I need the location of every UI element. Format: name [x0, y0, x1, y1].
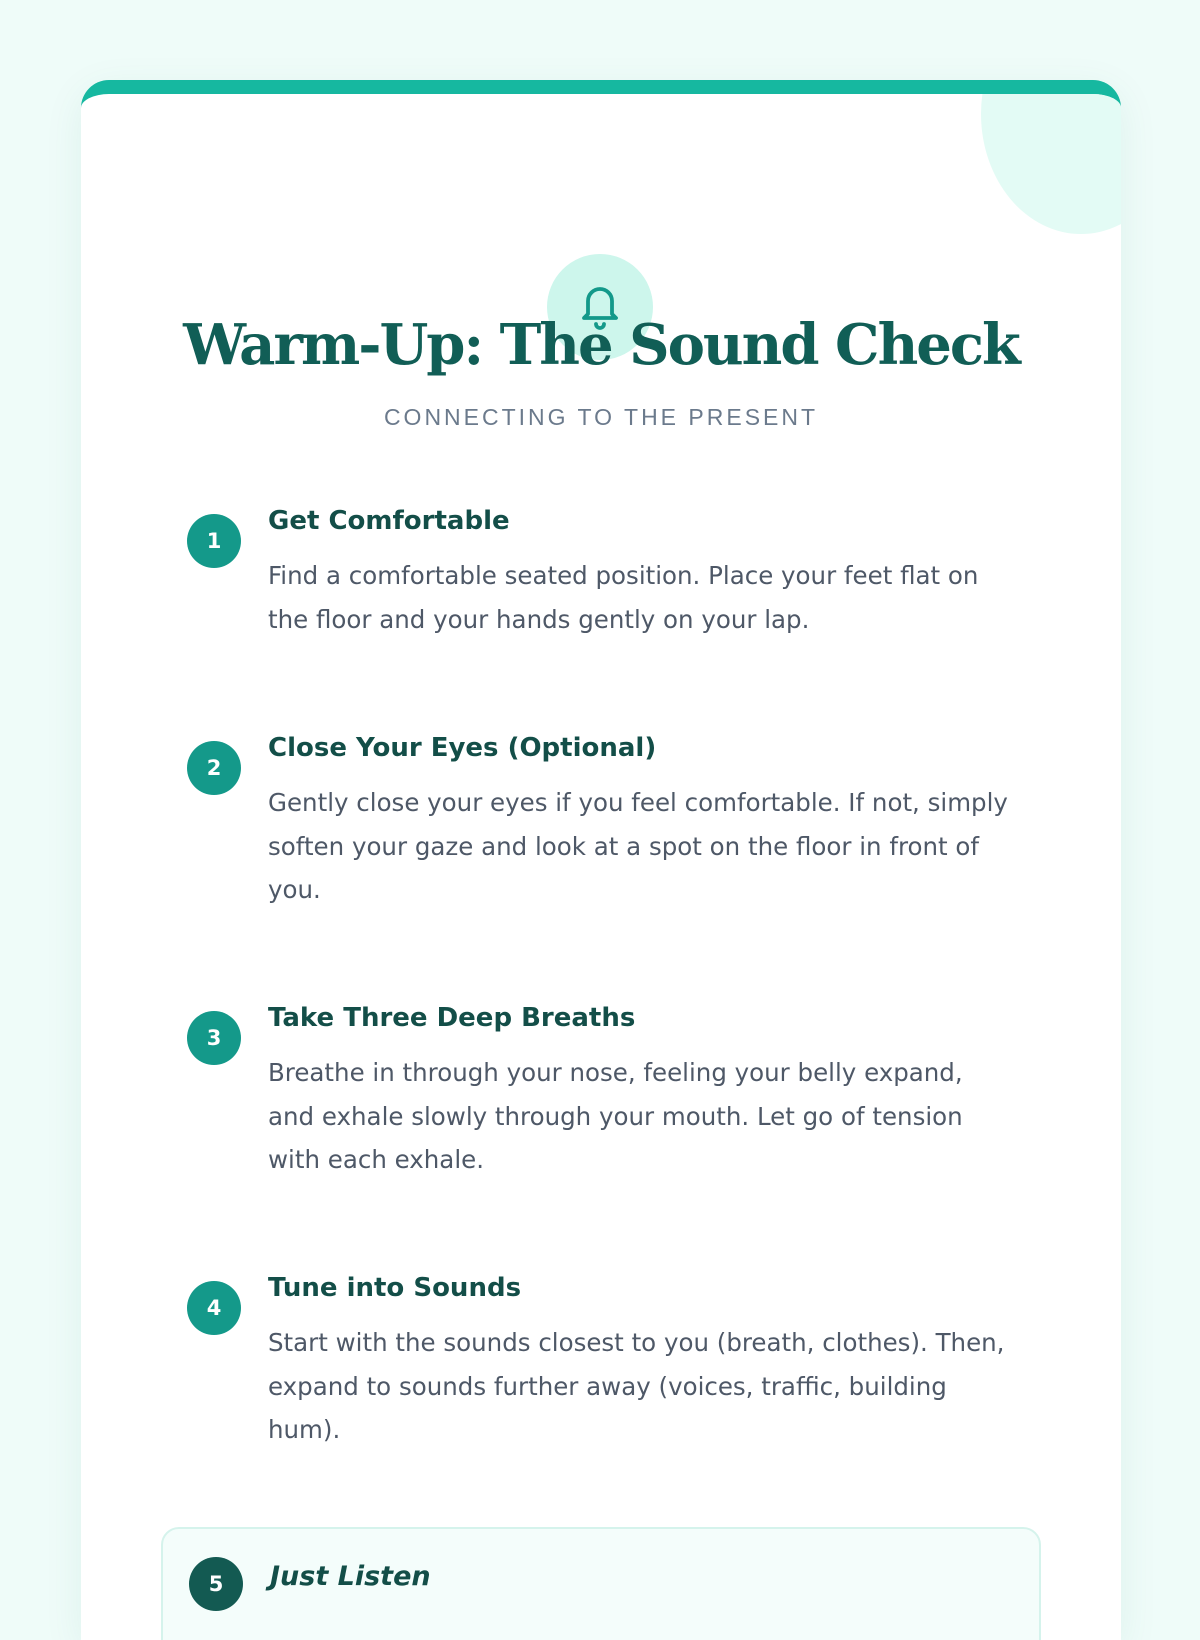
step-description: Find a comfortable seated position. Place your feet flat on the floor and your hands gently on your lap. [268, 561, 979, 634]
step-title: Close Your Eyes (Optional) [268, 733, 657, 763]
step-number-badge: 1 [187, 514, 241, 568]
step-number-badge: 4 [187, 1281, 241, 1335]
step-description: Start with the sounds closest to you (breath, clothes). Then, expand to sounds further away (voices, traffic, building hum). [268, 1328, 1005, 1444]
step-title: Tune into Sounds [268, 1273, 522, 1303]
step-title: Get Comfortable [268, 506, 510, 536]
page-title: Warm-Up: The Sound Check [183, 312, 1019, 378]
sound-check-card [81, 80, 1121, 1640]
step-number-badge: 3 [187, 1011, 241, 1065]
page-subtitle: CONNECTING TO THE PRESENT [383, 404, 819, 430]
step-number-badge: 2 [187, 741, 241, 795]
decorative-corner-circle [981, 80, 1121, 234]
final-step-title: Just Listen [270, 1561, 431, 1592]
final-step-number-badge: 5 [189, 1557, 243, 1611]
final-step-box [161, 1527, 1041, 1640]
step-description: Gently close your eyes if you feel comfortable. If not, simply soften your gaze and look at a spot on the floor in front of you. [268, 788, 1008, 904]
step-title: Take Three Deep Breaths [268, 1003, 636, 1033]
step-description: Breathe in through your nose, feeling your belly expand, and exhale slowly through your mouth. Let go of tension with each exhale. [268, 1058, 963, 1174]
